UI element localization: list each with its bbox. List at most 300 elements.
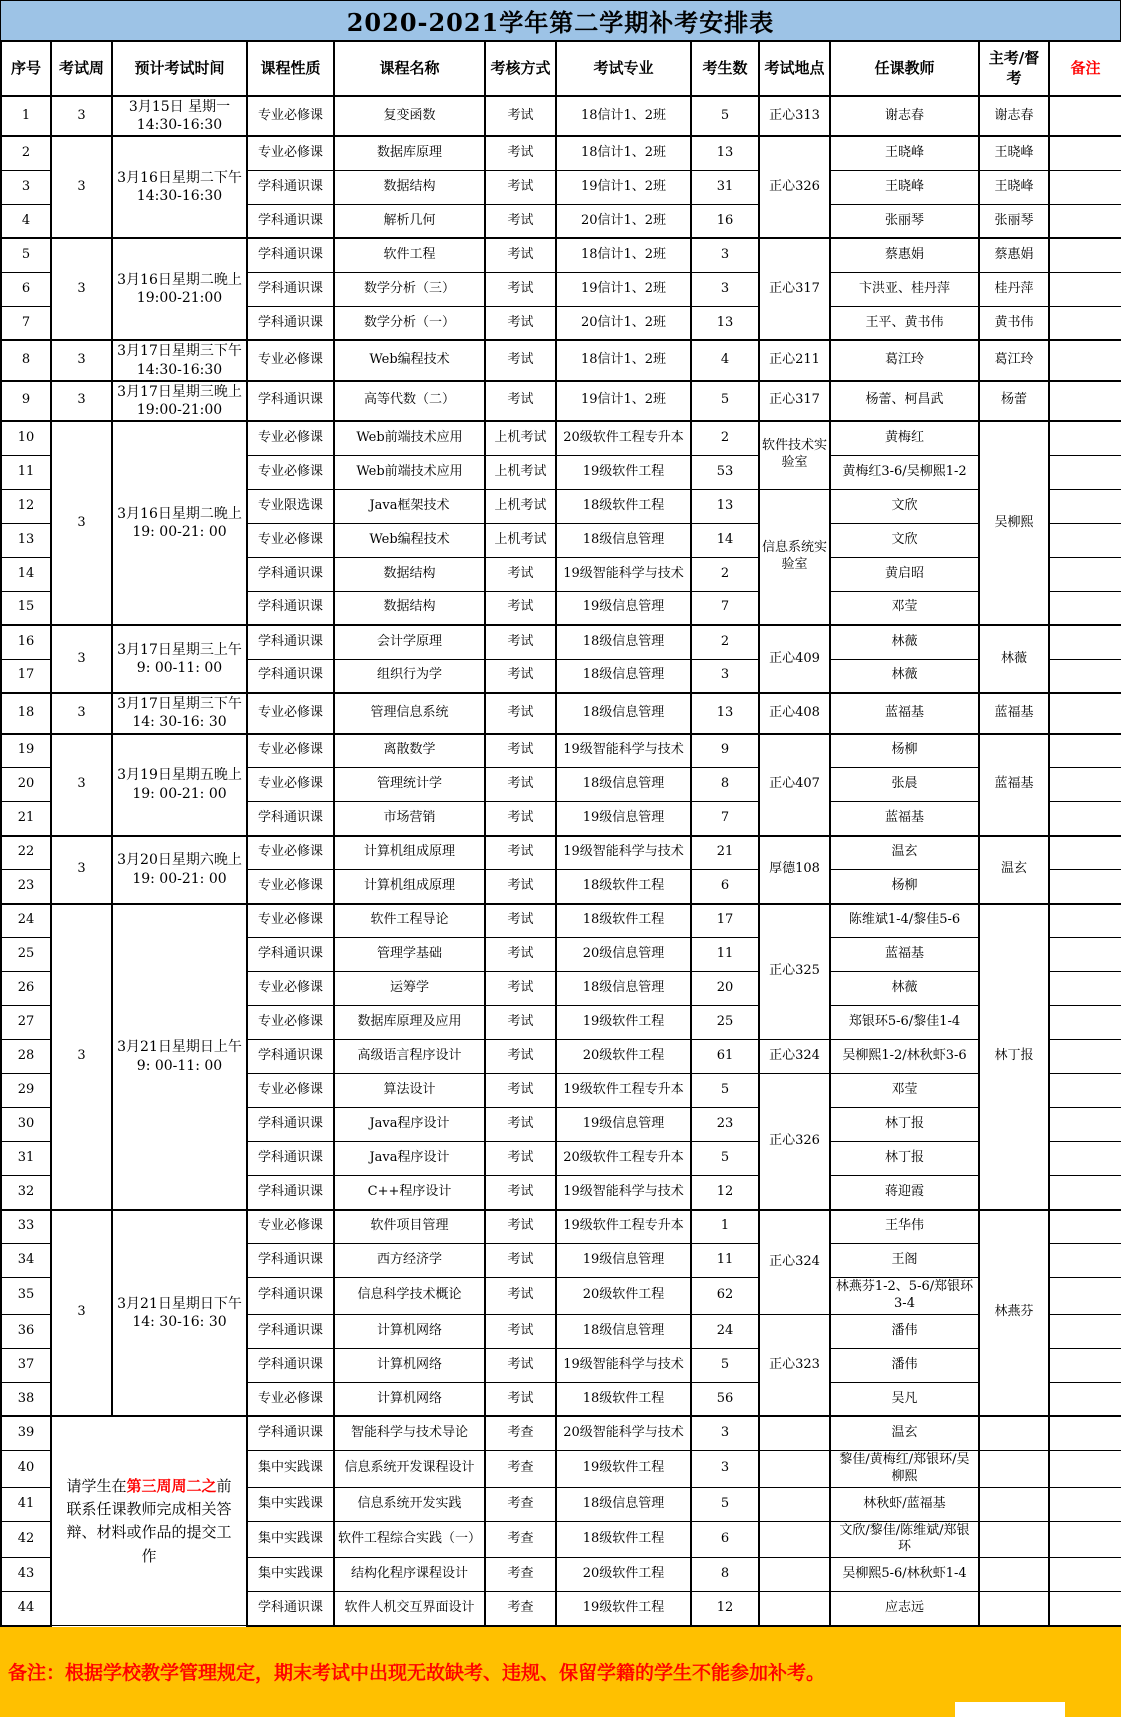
cell-teacher: 杨柳 [830, 734, 979, 768]
cell-exam-location: 正心211 [759, 340, 830, 380]
cell-exam-major: 20级软件工程 [556, 1558, 691, 1592]
cell-teacher: 文欣/黎佳/陈维斌/郑银环 [830, 1521, 979, 1558]
cell-exam-week: 3 [51, 96, 112, 136]
cell-course-nature: 集中实践课 [247, 1558, 334, 1592]
cell-student-count: 5 [691, 1074, 759, 1108]
cell-exam-method: 考试 [485, 136, 556, 170]
cell-teacher: 蔡惠娟 [830, 238, 979, 272]
cell-teacher: 葛江玲 [830, 340, 979, 380]
cell-teacher: 潘伟 [830, 1314, 979, 1348]
cell-course-nature: 学科通识课 [247, 1244, 334, 1278]
cell-chief-examiner [979, 1521, 1049, 1558]
cell-remark [1049, 1592, 1121, 1626]
cell-exam-week: 3 [51, 625, 112, 693]
cell-row-number: 15 [1, 591, 51, 625]
cell-remark [1049, 1176, 1121, 1210]
cell-row-number: 8 [1, 340, 51, 380]
cell-exam-location: 正心408 [759, 693, 830, 733]
cell-exam-week: 3 [51, 1210, 112, 1417]
cell-exam-major: 18信计1、2班 [556, 340, 691, 380]
cell-course-name: 计算机组成原理 [334, 870, 485, 904]
cell-row-number: 16 [1, 625, 51, 659]
cell-exam-location: 厚德108 [759, 836, 830, 904]
cell-student-count: 4 [691, 340, 759, 380]
cell-teacher: 张丽琴 [830, 204, 979, 238]
cell-exam-major: 19级智能科学与技术 [556, 557, 691, 591]
cell-exam-major: 18级软件工程 [556, 1382, 691, 1416]
col-header-location: 考试地点 [759, 41, 830, 96]
cell-student-count: 5 [691, 381, 759, 421]
cell-exam-time: 3月20日星期六晚上 19: 00-21: 00 [112, 836, 247, 904]
cell-remark [1049, 170, 1121, 204]
cell-chief-examiner: 王晓峰 [979, 170, 1049, 204]
cell-row-number: 44 [1, 1592, 51, 1626]
cell-student-count: 17 [691, 904, 759, 938]
cell-exam-location: 正心313 [759, 96, 830, 136]
cell-remark [1049, 972, 1121, 1006]
cell-remark [1049, 659, 1121, 693]
cell-course-name: 离散数学 [334, 734, 485, 768]
cell-row-number: 18 [1, 693, 51, 733]
cell-teacher: 王晓峰 [830, 136, 979, 170]
cell-student-count: 24 [691, 1314, 759, 1348]
cell-exam-method: 考试 [485, 870, 556, 904]
cell-course-name: 管理信息系统 [334, 693, 485, 733]
cell-remark [1049, 938, 1121, 972]
cell-exam-time: 3月16日星期二晚上 19:00-21:00 [112, 238, 247, 340]
cell-exam-week: 3 [51, 340, 112, 380]
cell-course-name: 数学分析（一） [334, 306, 485, 340]
cell-course-nature: 专业必修课 [247, 340, 334, 380]
cell-row-number: 20 [1, 768, 51, 802]
cell-chief-examiner: 王晓峰 [979, 136, 1049, 170]
cell-row-number: 12 [1, 489, 51, 523]
col-header-count: 考生数 [691, 41, 759, 96]
cell-exam-method: 考查 [485, 1487, 556, 1521]
cell-remark [1049, 455, 1121, 489]
cell-teacher: 邓莹 [830, 1074, 979, 1108]
cell-exam-major: 19级软件工程 [556, 1006, 691, 1040]
cell-row-number: 25 [1, 938, 51, 972]
cell-course-nature: 专业必修课 [247, 136, 334, 170]
cell-course-name: 信息系统开发课程设计 [334, 1450, 485, 1487]
cell-remark [1049, 1142, 1121, 1176]
cell-row-number: 9 [1, 381, 51, 421]
cell-exam-major: 19级软件工程 [556, 455, 691, 489]
cell-course-nature: 学科通识课 [247, 204, 334, 238]
cell-course-name: Web前端技术应用 [334, 421, 485, 455]
table-row [1, 1416, 1121, 1450]
cell-course-nature: 学科通识课 [247, 625, 334, 659]
cell-teacher: 邓莹 [830, 591, 979, 625]
cell-course-nature: 学科通识课 [247, 1592, 334, 1626]
cell-student-count: 21 [691, 836, 759, 870]
cell-teacher: 黄梅红 [830, 421, 979, 455]
cell-row-number: 24 [1, 904, 51, 938]
cell-student-count: 2 [691, 625, 759, 659]
table-row [1, 734, 1121, 768]
cell-remark [1049, 340, 1121, 380]
cell-exam-location: 正心317 [759, 238, 830, 340]
cell-row-number: 37 [1, 1348, 51, 1382]
cell-exam-method: 考试 [485, 96, 556, 136]
cell-exam-location: 信息系统实验室 [759, 489, 830, 625]
cell-course-name: 高级语言程序设计 [334, 1040, 485, 1074]
cell-teacher: 卞洪亚、桂丹萍 [830, 272, 979, 306]
table-row [1, 625, 1121, 659]
cell-chief-examiner [979, 1558, 1049, 1592]
cell-exam-method: 考试 [485, 1142, 556, 1176]
cell-course-nature: 学科通识课 [247, 1314, 334, 1348]
cell-remark [1049, 734, 1121, 768]
table-row [1, 96, 1121, 136]
cell-exam-method: 考试 [485, 972, 556, 1006]
cell-course-name: 数据结构 [334, 557, 485, 591]
cell-student-count: 7 [691, 802, 759, 836]
cell-exam-major: 19级软件工程 [556, 1450, 691, 1487]
table-row [1, 693, 1121, 733]
cell-row-number: 2 [1, 136, 51, 170]
cell-exam-location: 正心407 [759, 734, 830, 836]
cell-course-nature: 专业必修课 [247, 1006, 334, 1040]
cell-exam-major: 18级信息管理 [556, 523, 691, 557]
table-row [1, 381, 1121, 421]
cell-chief-examiner: 林燕芬 [979, 1210, 1049, 1417]
cell-exam-week: 3 [51, 381, 112, 421]
cell-exam-time: 3月15日 星期一 14:30-16:30 [112, 96, 247, 136]
cell-exam-week: 3 [51, 421, 112, 625]
cell-exam-location [759, 1558, 830, 1592]
cell-remark [1049, 96, 1121, 136]
cell-exam-method: 考试 [485, 1244, 556, 1278]
cell-course-name: 结构化程序课程设计 [334, 1558, 485, 1592]
cell-exam-major: 19级信息管理 [556, 591, 691, 625]
cell-course-nature: 专业必修课 [247, 1382, 334, 1416]
cell-remark [1049, 591, 1121, 625]
cell-course-name: 软件项目管理 [334, 1210, 485, 1244]
cell-exam-method: 考试 [485, 306, 556, 340]
cell-exam-time: 3月17日星期三下午 14:30-16:30 [112, 340, 247, 380]
cell-teacher: 林薇 [830, 972, 979, 1006]
cell-remark [1049, 1278, 1121, 1315]
cell-exam-major: 18信计1、2班 [556, 96, 691, 136]
cell-student-count: 7 [691, 591, 759, 625]
cell-teacher: 吴凡 [830, 1382, 979, 1416]
cell-teacher: 杨蕾、柯昌武 [830, 381, 979, 421]
cell-course-nature: 专业必修课 [247, 836, 334, 870]
cell-row-number: 35 [1, 1278, 51, 1315]
cell-student-count: 6 [691, 1521, 759, 1558]
cell-row-number: 41 [1, 1487, 51, 1521]
cell-teacher: 吴柳熙1-2/林秋虾3-6 [830, 1040, 979, 1074]
cell-exam-method: 考试 [485, 591, 556, 625]
cell-exam-major: 19级信息管理 [556, 1108, 691, 1142]
cell-course-name: 运筹学 [334, 972, 485, 1006]
cell-course-name: 市场营销 [334, 802, 485, 836]
cell-course-nature: 专业必修课 [247, 870, 334, 904]
cell-teacher: 黄梅红3-6/吴柳熙1-2 [830, 455, 979, 489]
cell-exam-method: 考试 [485, 1074, 556, 1108]
cell-course-name: Web编程技术 [334, 523, 485, 557]
cell-exam-time: 3月21日星期日下午 14: 30-16: 30 [112, 1210, 247, 1417]
cell-course-name: 计算机网络 [334, 1314, 485, 1348]
cell-chief-examiner: 黄书伟 [979, 306, 1049, 340]
cell-course-nature: 学科通识课 [247, 1176, 334, 1210]
cell-course-name: 组织行为学 [334, 659, 485, 693]
cell-exam-location: 正心409 [759, 625, 830, 693]
col-header-no: 序号 [1, 41, 51, 96]
cell-course-name: 管理学基础 [334, 938, 485, 972]
cell-exam-major: 18级信息管理 [556, 659, 691, 693]
col-header-week: 考试周 [51, 41, 112, 96]
cell-row-number: 43 [1, 1558, 51, 1592]
cell-course-nature: 专业必修课 [247, 455, 334, 489]
cell-exam-method: 考查 [485, 1521, 556, 1558]
cell-remark [1049, 523, 1121, 557]
cell-course-name: Java程序设计 [334, 1108, 485, 1142]
col-header-chief: 主考/督考 [979, 41, 1049, 96]
cell-remark [1049, 136, 1121, 170]
cell-exam-major: 19级智能科学与技术 [556, 1348, 691, 1382]
cell-course-nature: 集中实践课 [247, 1487, 334, 1521]
cell-exam-method: 考试 [485, 1176, 556, 1210]
cell-student-count: 6 [691, 870, 759, 904]
cell-exam-major: 20信计1、2班 [556, 204, 691, 238]
cell-teacher: 林燕芬1-2、5-6/郑银环3-4 [830, 1278, 979, 1315]
cell-student-count: 11 [691, 938, 759, 972]
cell-exam-major: 19级信息管理 [556, 802, 691, 836]
cell-teacher: 温玄 [830, 836, 979, 870]
cell-course-name: 信息系统开发实践 [334, 1487, 485, 1521]
cell-teacher: 文欣 [830, 523, 979, 557]
cell-course-name: C++程序设计 [334, 1176, 485, 1210]
cell-student-count: 11 [691, 1244, 759, 1278]
cell-remark [1049, 1314, 1121, 1348]
cell-student-count: 8 [691, 1558, 759, 1592]
cell-row-number: 30 [1, 1108, 51, 1142]
cell-student-count: 53 [691, 455, 759, 489]
cell-exam-time: 3月17日星期三晚上 19:00-21:00 [112, 381, 247, 421]
footer-note-text: 备注：根据学校教学管理规定，期末考试中出现无故缺考、违规、保留学籍的学生不能参加补考。 [8, 1662, 826, 1685]
cell-exam-major: 20级软件工程 [556, 1278, 691, 1315]
cell-row-number: 17 [1, 659, 51, 693]
cell-exam-location [759, 1487, 830, 1521]
cell-exam-method: 考试 [485, 904, 556, 938]
cell-exam-major: 20级信息管理 [556, 938, 691, 972]
cell-course-name: 计算机网络 [334, 1382, 485, 1416]
cell-exam-method: 考试 [485, 204, 556, 238]
table-row [1, 136, 1121, 170]
cell-remark [1049, 836, 1121, 870]
cell-exam-week: 3 [51, 836, 112, 904]
cell-exam-time: 3月16日星期二下午 14:30-16:30 [112, 136, 247, 238]
cell-exam-method: 考查 [485, 1416, 556, 1450]
cell-exam-method: 考试 [485, 1348, 556, 1382]
cell-course-name: 西方经济学 [334, 1244, 485, 1278]
cell-course-name: 数据结构 [334, 170, 485, 204]
cell-exam-major: 19级智能科学与技术 [556, 836, 691, 870]
cell-student-count: 61 [691, 1040, 759, 1074]
cell-exam-time: 3月17日星期三下午 14: 30-16: 30 [112, 693, 247, 733]
cell-row-number: 34 [1, 1244, 51, 1278]
cell-chief-examiner: 张丽琴 [979, 204, 1049, 238]
cell-exam-method: 考试 [485, 734, 556, 768]
cell-row-number: 4 [1, 204, 51, 238]
cell-teacher: 吴柳熙5-6/林秋虾1-4 [830, 1558, 979, 1592]
cell-student-count: 25 [691, 1006, 759, 1040]
cell-course-nature: 集中实践课 [247, 1450, 334, 1487]
cell-exam-week: 3 [51, 904, 112, 1210]
cell-course-name: Java框架技术 [334, 489, 485, 523]
cell-student-count: 13 [691, 136, 759, 170]
cell-teacher: 林薇 [830, 625, 979, 659]
cell-course-nature: 集中实践课 [247, 1521, 334, 1558]
cell-course-nature: 学科通识课 [247, 272, 334, 306]
cell-student-count: 1 [691, 1210, 759, 1244]
cell-exam-method: 考试 [485, 802, 556, 836]
cell-student-count: 12 [691, 1176, 759, 1210]
cell-chief-examiner: 温玄 [979, 836, 1049, 904]
cell-teacher: 蓝福基 [830, 693, 979, 733]
cell-exam-location: 软件技术实验室 [759, 421, 830, 489]
cell-exam-major: 18级软件工程 [556, 870, 691, 904]
cell-exam-major: 18级软件工程 [556, 1521, 691, 1558]
cell-exam-method: 考试 [485, 238, 556, 272]
cell-row-number: 5 [1, 238, 51, 272]
cell-teacher: 林薇 [830, 659, 979, 693]
cell-course-nature: 学科通识课 [247, 659, 334, 693]
cell-student-count: 3 [691, 1416, 759, 1450]
cell-exam-location: 正心325 [759, 904, 830, 1040]
cell-remark [1049, 1450, 1121, 1487]
cell-row-number: 40 [1, 1450, 51, 1487]
cell-course-name: 软件工程综合实践（一） [334, 1521, 485, 1558]
cell-exam-major: 20信计1、2班 [556, 306, 691, 340]
cell-student-count: 8 [691, 768, 759, 802]
cell-course-name: Web前端技术应用 [334, 455, 485, 489]
cell-course-name: 算法设计 [334, 1074, 485, 1108]
cell-exam-method: 上机考试 [485, 455, 556, 489]
cell-student-count: 56 [691, 1382, 759, 1416]
cell-row-number: 13 [1, 523, 51, 557]
cell-course-nature: 学科通识课 [247, 1416, 334, 1450]
cell-remark [1049, 1348, 1121, 1382]
footer-note-band [0, 1627, 1121, 1717]
table-row [1, 238, 1121, 272]
exam-schedule-table [0, 40, 1121, 1627]
cell-exam-method: 考查 [485, 1450, 556, 1487]
cell-row-number: 11 [1, 455, 51, 489]
cell-remark [1049, 381, 1121, 421]
cell-exam-major: 18级软件工程 [556, 489, 691, 523]
page-title: 2020-2021学年第二学期补考安排表 [0, 0, 1121, 40]
cell-course-nature: 学科通识课 [247, 1142, 334, 1176]
cell-student-count: 20 [691, 972, 759, 1006]
table-row [1, 421, 1121, 455]
cell-chief-examiner: 葛江玲 [979, 340, 1049, 380]
cell-teacher: 应志远 [830, 1592, 979, 1626]
cell-course-nature: 专业限选课 [247, 489, 334, 523]
cell-remark [1049, 870, 1121, 904]
cell-exam-method: 考试 [485, 659, 556, 693]
cell-remark [1049, 1244, 1121, 1278]
cell-teacher: 蓝福基 [830, 802, 979, 836]
cell-remark [1049, 1074, 1121, 1108]
cell-student-count: 2 [691, 557, 759, 591]
cell-exam-location: 正心326 [759, 1074, 830, 1210]
cell-chief-examiner [979, 1487, 1049, 1521]
cell-exam-method: 考试 [485, 272, 556, 306]
cell-course-nature: 专业必修课 [247, 734, 334, 768]
cell-row-number: 10 [1, 421, 51, 455]
cell-student-count: 13 [691, 306, 759, 340]
cell-exam-time: 3月19日星期五晚上 19: 00-21: 00 [112, 734, 247, 836]
cell-row-number: 31 [1, 1142, 51, 1176]
cell-row-number: 27 [1, 1006, 51, 1040]
col-header-teacher: 任课教师 [830, 41, 979, 96]
cell-course-name: Web编程技术 [334, 340, 485, 380]
cell-exam-week: 3 [51, 693, 112, 733]
cell-row-number: 6 [1, 272, 51, 306]
cell-teacher: 杨柳 [830, 870, 979, 904]
cell-course-name: 会计学原理 [334, 625, 485, 659]
cell-student-count: 14 [691, 523, 759, 557]
cell-teacher: 黎佳/黄梅红/郑银环/吴柳熙 [830, 1450, 979, 1487]
cell-chief-examiner: 蓝福基 [979, 734, 1049, 836]
cell-exam-method: 考查 [485, 1592, 556, 1626]
cell-course-nature: 学科通识课 [247, 1040, 334, 1074]
cell-exam-location [759, 1450, 830, 1487]
cell-exam-location [759, 1416, 830, 1450]
table-row [1, 836, 1121, 870]
cell-course-nature: 学科通识课 [247, 1348, 334, 1382]
cell-remark [1049, 1487, 1121, 1521]
cell-course-name: 数学分析（三） [334, 272, 485, 306]
cell-exam-method: 考试 [485, 557, 556, 591]
cell-remark [1049, 1521, 1121, 1558]
cell-exam-week: 3 [51, 734, 112, 836]
cell-exam-method: 考试 [485, 340, 556, 380]
cell-exam-major: 18信计1、2班 [556, 136, 691, 170]
cell-chief-examiner [979, 1592, 1049, 1626]
cell-exam-method: 考试 [485, 1210, 556, 1244]
col-header-nature: 课程性质 [247, 41, 334, 96]
cell-course-name: 管理统计学 [334, 768, 485, 802]
cell-exam-method: 考试 [485, 768, 556, 802]
cell-row-number: 23 [1, 870, 51, 904]
cell-chief-examiner: 蔡惠娟 [979, 238, 1049, 272]
cell-exam-method: 考试 [485, 170, 556, 204]
cell-course-name: 计算机组成原理 [334, 836, 485, 870]
cell-student-count: 3 [691, 659, 759, 693]
cell-chief-examiner: 谢志春 [979, 96, 1049, 136]
cell-exam-major: 18级信息管理 [556, 1487, 691, 1521]
cell-course-name: 复变函数 [334, 96, 485, 136]
cell-student-count: 3 [691, 272, 759, 306]
cell-exam-method: 考试 [485, 625, 556, 659]
cell-practice-note: 请学生在第三周周二之前联系任课教师完成相关答辩、材料或作品的提交工作 [51, 1416, 247, 1626]
col-header-course: 课程名称 [334, 41, 485, 96]
col-header-method: 考核方式 [485, 41, 556, 96]
cell-exam-method: 考试 [485, 1278, 556, 1315]
cell-course-name: 软件工程 [334, 238, 485, 272]
cell-remark [1049, 904, 1121, 938]
cell-course-name: 解析几何 [334, 204, 485, 238]
cell-row-number: 28 [1, 1040, 51, 1074]
cell-row-number: 29 [1, 1074, 51, 1108]
cell-student-count: 23 [691, 1108, 759, 1142]
cell-row-number: 36 [1, 1314, 51, 1348]
